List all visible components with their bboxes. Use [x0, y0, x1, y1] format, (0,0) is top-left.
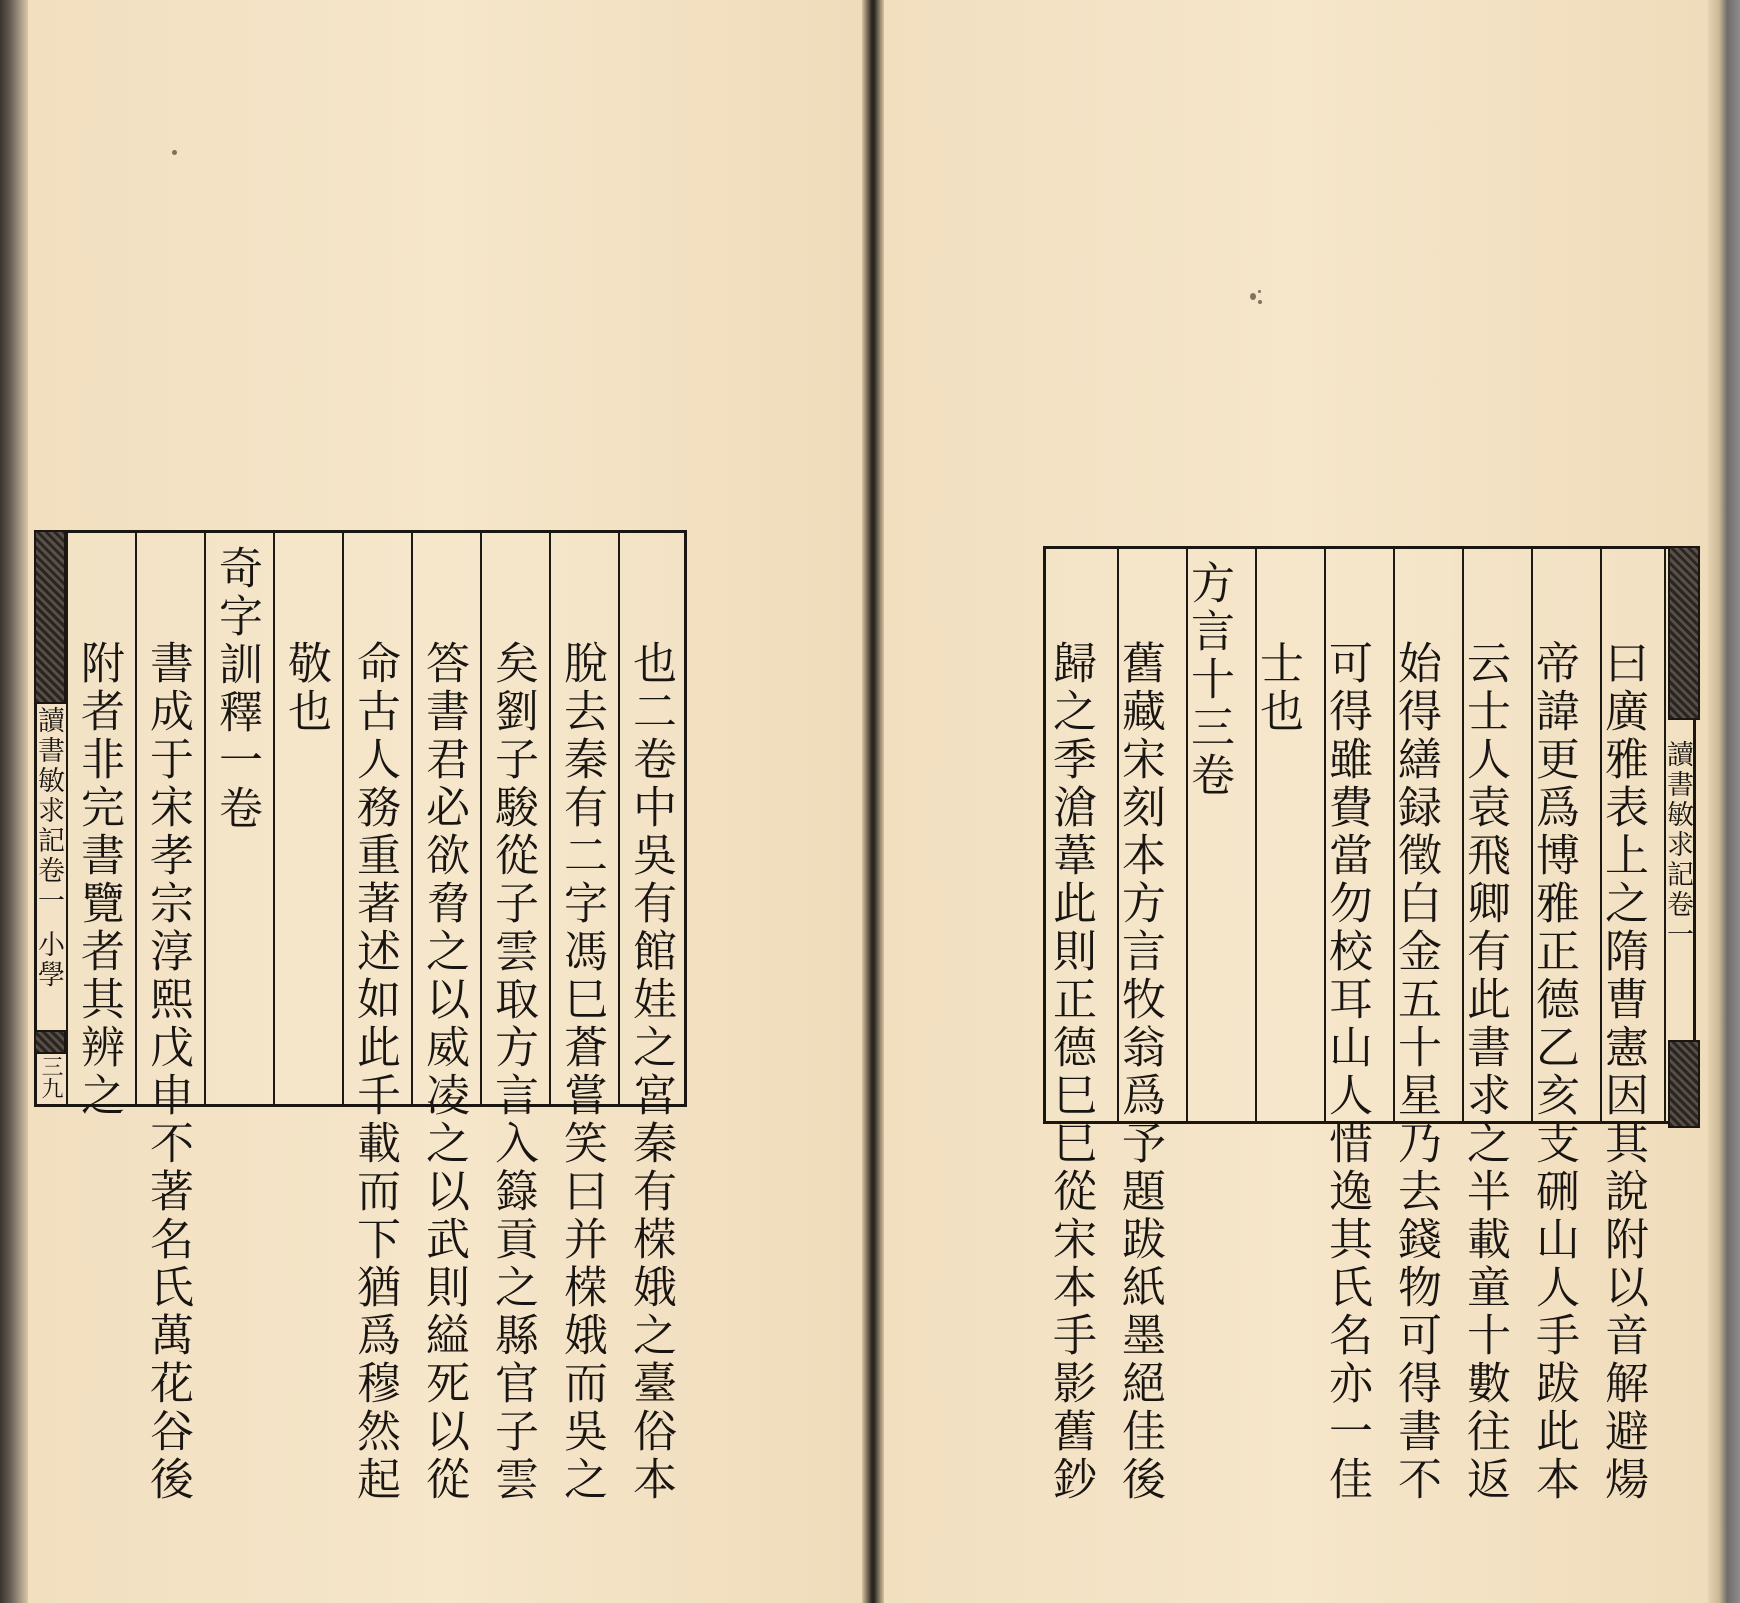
text-column-1: 也二卷中吳有館娃之宮秦有㮠娥之臺俗本	[625, 640, 676, 1504]
column-rule	[204, 533, 206, 1104]
column-rule	[1255, 549, 1257, 1121]
column-rule	[273, 533, 275, 1104]
fish-tail-mark	[34, 530, 66, 704]
text-column-6: 士也	[1252, 640, 1303, 736]
paper-stain	[1258, 290, 1261, 293]
text-column-8: 書成于宋孝宗淳熙戊申不著名氏萬花谷後	[142, 640, 193, 1504]
left-book-edge	[0, 0, 28, 1603]
column-rule	[135, 533, 137, 1104]
right-book-edge	[1708, 0, 1740, 1603]
text-column-4: 始得繕録徵白金五十星乃去錢物可得書不	[1390, 640, 1441, 1504]
text-column-6: 敬也	[280, 640, 331, 736]
block-heart-title-right: 讀書敏求記卷一	[1662, 740, 1693, 950]
text-column-3: 矣劉子駿從子雲取方言入籙貢之縣官子雲	[487, 640, 538, 1504]
column-rule	[342, 533, 344, 1104]
text-column-9: 歸之季滄葦此則正德巳巳從宋本手影舊鈔	[1045, 640, 1096, 1504]
text-column-4: 答書君必欲脅之以威凌之以武則縊死以從	[418, 640, 469, 1504]
paper-stain	[172, 150, 177, 155]
text-column-5: 可得雖費當勿校耳山人惜逸其氏名亦一佳	[1321, 640, 1372, 1504]
block-heart-title: 讀書敏求記卷一	[33, 706, 64, 916]
column-rule	[549, 533, 551, 1104]
text-column-3: 云士人袁飛卿有此書求之半載童十數往返	[1459, 640, 1510, 1504]
column-rule	[480, 533, 482, 1104]
text-column-9: 附者非完書覽者其辨之	[73, 640, 124, 1120]
text-column-2: 脫去秦有二字馮巳蒼嘗笑曰并㮠娥而吳之	[556, 640, 607, 1504]
fish-tail-mark	[1668, 1040, 1700, 1128]
column-rule	[618, 533, 620, 1104]
book-gutter	[862, 0, 884, 1603]
paper-stain	[1250, 293, 1256, 300]
block-heart-section: 小學	[33, 930, 64, 990]
column-rule	[411, 533, 413, 1104]
text-column-8: 舊藏宋刻本方言牧翁爲予題跋紙墨絕佳後	[1114, 640, 1165, 1504]
text-column-5: 命古人務重著述如此千載而下猶爲穆然起	[349, 640, 400, 1504]
entry-title: 方言十三卷	[1183, 560, 1234, 800]
entry-title: 奇字訓釋一卷	[211, 545, 262, 833]
text-column-2: 帝諱更爲博雅正德乙亥支硎山人手跋此本	[1528, 640, 1579, 1504]
text-column-1: 曰廣雅表上之隋曹憲因其說附以音解避煬	[1597, 640, 1648, 1504]
page-number: 三九	[38, 1055, 63, 1099]
fish-tail-mark	[1668, 546, 1700, 720]
paper-stain	[1258, 300, 1262, 304]
